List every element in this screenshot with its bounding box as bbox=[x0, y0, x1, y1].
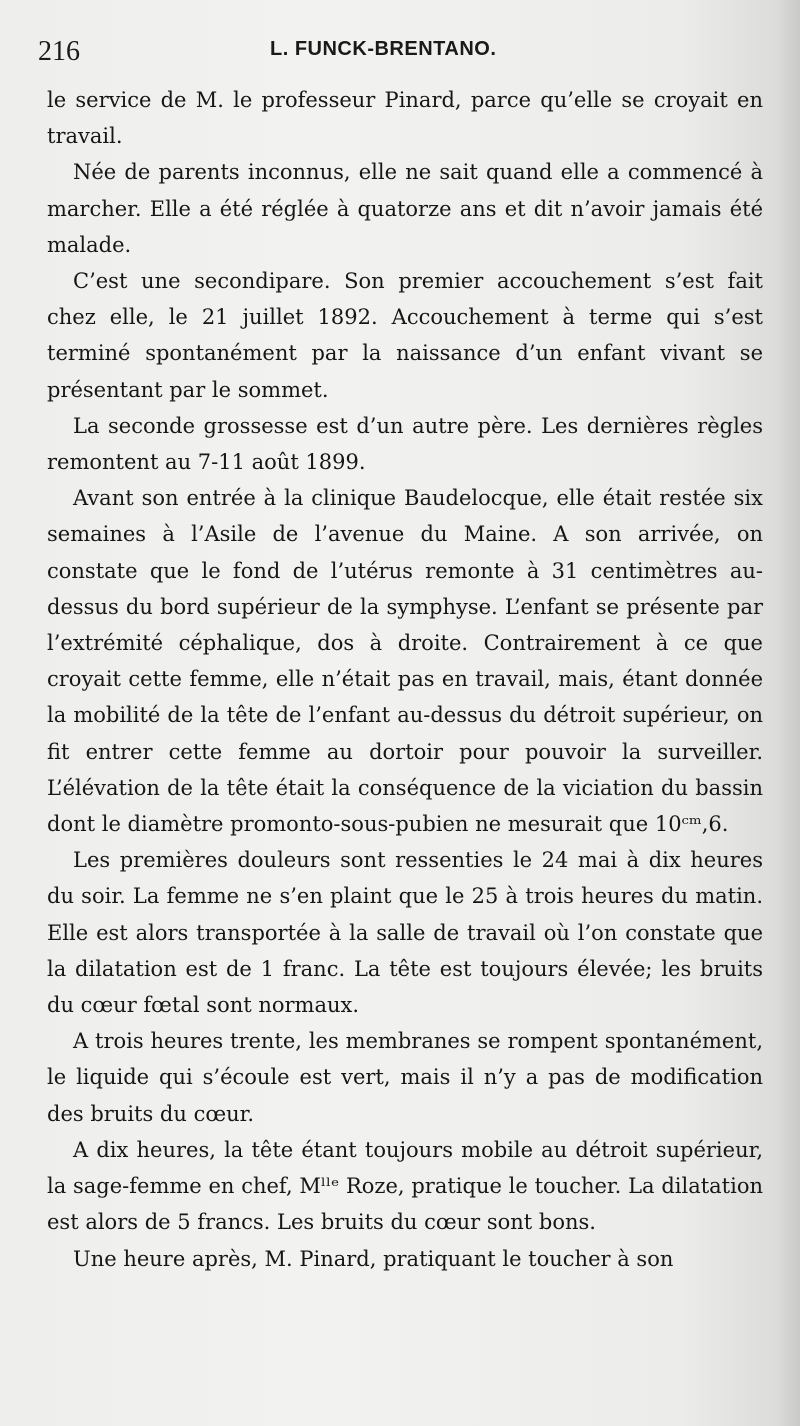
paragraph-continuation: le service de M. le professeur Pinard, parce qu’elle se croyait en travail. bbox=[47, 88, 763, 149]
page-number: 216 bbox=[38, 36, 80, 67]
paragraph-membranes: A trois heures trente, les membranes se rompent spontanément, le liquide qui s’écoule est vert, mais il n’y a pas de modification des bruits du cœur. bbox=[47, 1029, 763, 1126]
paragraph-ten-oclock: A dix heures, la tête étant toujours mobile au détroit supérieur, la sage-femme en chef, Mˡˡᵉ Roze, pratique le toucher. La dilatation est alors de 5 francs. Les bruits du cœur sont bons. bbox=[47, 1137, 763, 1235]
paragraph-second-pregnancy: La seconde grossesse est d’un autre père. Les dernières règles remontent au 7-11 août 1899. bbox=[47, 413, 763, 475]
paragraph-origins: Née de parents inconnus, elle ne sait quand elle a commencé à marcher. Elle a été réglée à quatorze ans et dit n’avoir jamais été malade. bbox=[47, 160, 763, 257]
body-text bbox=[47, 82, 763, 1277]
paragraph-admission: Avant son entrée à la clinique Baudelocque, elle était restée six semaines à l’Asile de l’avenue du Maine. A son arrivée, on constate que le fond de l’utérus remonte à 31 centimètres au-dessus du bord supérieur de la symphyse. L’enfant se présente par l’extrémité céphalique, dos à droite. Contrairement à ce que croyait cette femme, elle n’était pas en travail, mais, étant donnée la mobilité de la tête de l’enfant au-dessus du détroit supérieur, on fit entrer cette femme au dortoir pour pouvoir la surveiller. L’élévation de la tête était la conséquence de la viciation du bassin dont le diamètre promonto-sous-pubien ne mesurait que 10ᶜᵐ,6. bbox=[47, 486, 763, 837]
running-head: L. FUNCK-BRENTANO. bbox=[270, 38, 497, 60]
paragraph-first-pains: Les premières douleurs sont ressenties le 24 mai à dix heures du soir. La femme ne s’en plaint que le 25 à trois heures du matin. Elle est alors transportée à la salle de travail où l’on constate que la dilatation est de 1 franc. La tête est toujours élevée; les bruits du cœur fœtal sont normaux. bbox=[47, 848, 763, 1018]
paragraph-first-delivery: C’est une secondipare. Son premier accouchement s’est fait chez elle, le 21 juillet 1892. Accouchement à terme qui s’est terminé spontanément par la naissance d’un enfant vivant se présentant par le sommet. bbox=[47, 269, 763, 402]
page-header bbox=[38, 36, 760, 72]
paragraph-one-hour-later: Une heure après, M. Pinard, pratiquant le toucher à son bbox=[73, 1246, 674, 1271]
